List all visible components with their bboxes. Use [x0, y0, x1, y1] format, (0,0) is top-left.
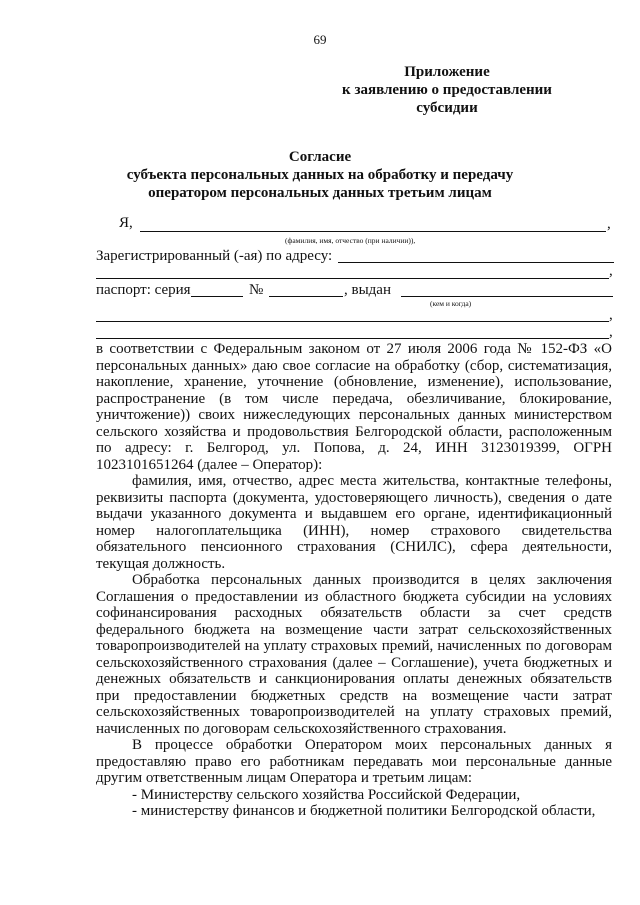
name-field-hint: (фамилия, имя, отчество (при наличии)), — [285, 236, 416, 245]
issued-field-line[interactable] — [401, 296, 613, 297]
address-field-line-2[interactable] — [96, 278, 609, 279]
title-line-2: субъекта персональных данных на обработку и передачу — [126, 167, 514, 183]
appendix-header — [322, 63, 572, 117]
title-line-1: Согласие — [288, 149, 352, 165]
paragraph-transfer-right: В процессе обработки Оператором моих персональных данных я предоставляю право его работникам передавать мои персональные данные другим ответственным лицам Оператора и третьим лицам: — [96, 737, 612, 786]
issued-field-comma-2: , — [609, 324, 613, 340]
passport-series-field[interactable] — [191, 296, 243, 297]
document-title — [0, 148, 640, 202]
issued-field-line-2[interactable] — [96, 321, 609, 322]
list-item: - министерству финансов и бюджетной политики Белгородской области, — [132, 803, 596, 819]
address-field-comma: , — [609, 263, 613, 279]
name-field-comma: , — [607, 216, 611, 232]
registered-label: Зарегистрированный (-ая) по адресу: — [96, 248, 333, 264]
name-field-line[interactable] — [140, 231, 606, 232]
i-label: Я, — [119, 215, 133, 231]
title-line-3: оператором персональных данных третьим лицам — [148, 185, 492, 201]
issued-field-hint: (кем и когда) — [430, 299, 472, 308]
paragraph-processing-purpose: Обработка персональных данных производится в целях заключения Соглашения о предоставлении из областного бюджета субсидии на условиях софинансирования расходных обязательств области за счет средств федерального бюджета на возмещение части затрат сельскохозяйственных товаропроизводителей на уплату страховых премий, начисленных по договорам сельскохозяйственного страхования (далее – Соглашение), учета бюджетных и денежных обязательств и санкционирования оплаты денежных обязательств при предоставлении бюджетных средств на возмещение части затрат сельскохозяйственных товаропроизводителей на уплату страховых премий, начисленных по договорам сельскохозяйственного страхования. — [96, 572, 612, 737]
page-number: 69 — [313, 32, 327, 47]
consent-body — [96, 341, 612, 820]
issued-field-line-3[interactable] — [96, 338, 609, 339]
appendix-line-2: к заявлению о предоставлении — [342, 82, 552, 98]
list-item: - Министерству сельского хозяйства Российской Федерации, — [132, 786, 521, 803]
appendix-line-3: субсидии — [416, 100, 478, 116]
issued-field-comma: , — [609, 307, 613, 323]
passport-number-field[interactable] — [269, 296, 343, 297]
paragraph-legal-basis: в соответствии с Федеральным законом от 27 июля 2006 года № 152-ФЗ «О персональных данных» даю свое согласие на обработку (сбор, систематизация, накопление, хранение, уточнение (обновление, изменение), использование, распространение (в том числе передача, обезличивание, блокирование, уничтожение)) своих нижеследующих персональных данных министерством сельского хозяйства и продовольствия Белгородской области, расположенным по адресу: г. Белгород, ул. Попова, д. 24, ИНН 3123019399, ОГРН 1023101651264 (далее – Оператор): — [96, 341, 612, 473]
passport-number-label: № — [249, 282, 264, 298]
issued-label: , выдан — [344, 282, 391, 298]
appendix-line-1: Приложение — [404, 64, 490, 80]
passport-series-label: паспорт: серия — [96, 282, 191, 298]
address-field-line[interactable] — [338, 262, 614, 263]
paragraph-personal-data-list: фамилия, имя, отчество, адрес места жительства, контактные телефоны, реквизиты паспорта (документа, удостоверяющего личность), сведения о дате выдачи указанного документа и выдавшем его органе, идентификационный номер налогоплательщика (ИНН), номер страхового свидетельства обязательного пенсионного страхования (СНИЛС), сфера деятельности, текущая должность. — [96, 473, 612, 572]
